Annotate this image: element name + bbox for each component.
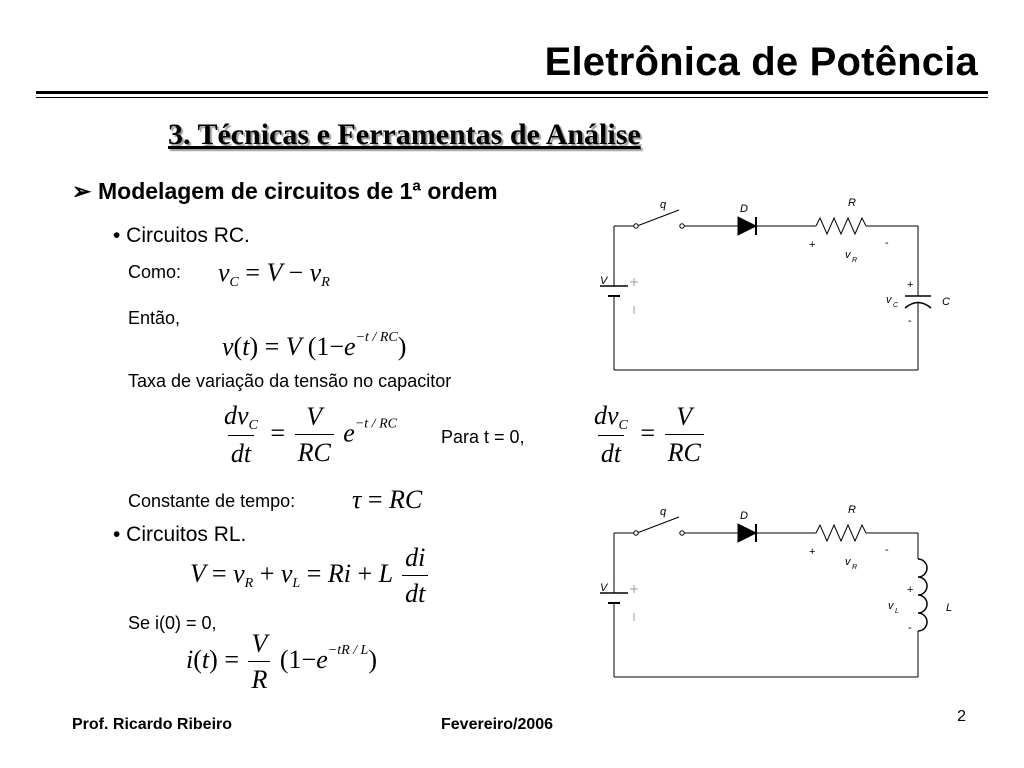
para-label: Para t = 0, [441,427,525,447]
entao-label: Então, [128,308,181,328]
como-label: Como: [128,262,182,282]
rc-vr-sub: R [852,257,858,264]
equation-it: i(t) = $\frac{V}{R}$ $(1-e^{-tR / L})$ [186,629,377,694]
rl-vl-plus: + [907,584,914,596]
title-rule-thin [36,97,988,98]
rl-resistor-label: R [848,504,856,516]
rl-vr-minus: - [885,544,889,556]
rc-vc-label: v [886,294,892,306]
rl-switch-label: q [660,506,667,518]
taxa-label: Taxa de variação da tensão no capacitor [128,371,452,391]
equation-tau: τ = RC [352,485,423,514]
rl-inductor-label: L [946,602,953,614]
se-label: Se i(0) = 0, [128,613,217,633]
rc-vr-label: v [845,249,851,261]
equation-vt: v(t) = V $(1-e^{-t / RC})$ [222,330,407,361]
rl-vr-label: v [845,556,851,568]
equation-rl: $V = v_R + v_L = Ri + L$ $\frac{di}{dt}$ [190,544,431,608]
rc-vr-minus: - [885,237,889,249]
footer-date: Fevereiro/2006 [441,716,554,733]
rc-heading: • Circuitos RC. [113,224,250,247]
rc-source-label: V [600,275,608,287]
rc-diode-label: D [740,203,748,215]
arrow-bullet-icon: ➢ [72,178,92,204]
rc-vr-plus: + [809,239,816,251]
rl-vl-minus: - [908,622,912,634]
constante-label: Constante de tempo: [128,491,296,511]
section-title: 3. Técnicas e Ferramentas de Análise [168,118,641,151]
rl-vl-label: v [888,600,894,612]
equation-dvc-dt-zero: $\frac{dv_C}{dt}$ = $\frac{V}{RC}$ [588,402,707,469]
rc-circuit-diagram [580,190,960,380]
rc-resistor-label: R [848,197,856,209]
equation-vc: $v_C = V - v_R$ [218,258,330,290]
rc-vc-plus: + [907,279,914,291]
rc-vc-sub: C [893,302,899,309]
rc-switch-label: q [660,199,667,211]
rl-circuit-diagram [580,497,960,687]
main-bullet [72,178,498,205]
rl-diode-label: D [740,510,748,522]
page-title: Eletrônica de Potência [544,40,978,84]
rl-vl-sub: L [895,608,899,615]
switch-blade [637,210,679,226]
rc-capacitor-label: C [942,296,950,308]
rl-heading: • Circuitos RL. [113,523,247,546]
rl-source-label: V [600,582,608,594]
title-rule-thick [36,91,988,94]
equation-dvc-dt: $\frac{dv_C}{dt}$ = $\frac{V}{RC}$ $e^{-t / RC}$ [224,401,397,469]
main-bullet-text: Modelagem de circuitos de 1ª ordem [98,178,498,204]
page-number: 2 [957,708,966,725]
footer-author: Prof. Ricardo Ribeiro [72,716,233,733]
rl-vr-sub: R [852,564,858,571]
rc-vc-minus: - [908,315,912,327]
rl-vr-plus: + [809,546,816,558]
